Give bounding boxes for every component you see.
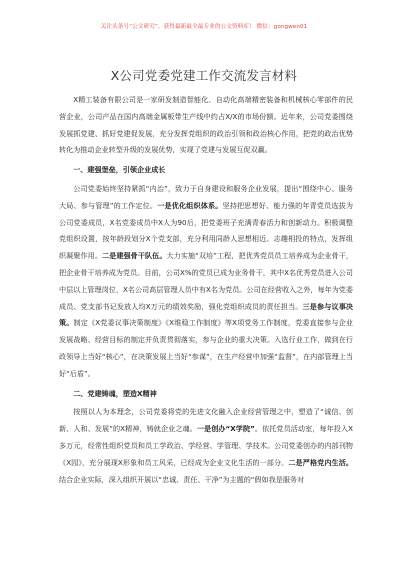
paragraph-text: 。依托党员活动室，每年投入X多万元，经常性组织党员和员工学政治、学经营、学管理、学技术。公司党委创办的内部刊物《X园》，充分展现X形象和员工风采，已经成为企业文化生活的一部分。 bbox=[59, 424, 354, 467]
promo-banner: 关注头条号“公文研究”，获得最新最全最专业的公文资料库！ 微信：gongwen01 bbox=[100, 24, 308, 30]
paragraph-text: 按照以人为本理念，公司党委将党的先进文化融入企业经营管理之中，塑造了“诚信、创新、人和、发展”的X精神，铸就企业之魂。 bbox=[59, 407, 353, 434]
paragraph-text: 大力实施“双培”工程，把优秀党员员工培养成为企业骨干，把企业骨干培养成为党员。目前，公司X%的党员已成为业务骨干，其中X名优秀党员进入公司中层以上管理岗位，X名公司高层管理人员中有X名为党员。公司在经营收入之外，每年为党委成员、党支部书记发放人均X万元的绩效奖励，强化党组织成员的责任担当。 bbox=[59, 251, 354, 311]
paragraph-text: 制定《X党委议事决策制度》《X维稳工作制度》等X项党务工作制度，党委直接参与企业发展战略、经营目标的制定并负责贯彻落实，参与企业的重大决策。入选行业工作，做到在行政领导上当好“核心”，在决策发展上当好“参谋”，在生产经营中加强“监督”，在内部管理上当好“后盾”。 bbox=[59, 318, 353, 378]
bold-point-3: 三是参与议事决策。 bbox=[59, 301, 354, 328]
bold-point-1: 一是创办“X学院” bbox=[196, 424, 255, 434]
section-heading-2: 二、党建铸魂，塑造X精神 bbox=[73, 388, 157, 398]
paragraph-text: 坚持把思想好、能力强的年青党员选拔为公司党委成员，X名党委成员中X人为90后，把党委班子充满青春活力和创新动力。积极调整党组织设置，按年龄段划分X个党支部，充分利用同龄人思想相近、志趣相投的特点，发挥组织凝聚作用。 bbox=[59, 200, 354, 261]
bold-point-2: 二是严格党内生活。 bbox=[288, 457, 353, 467]
section-1-paragraph bbox=[59, 181, 353, 383]
section-heading-1: 一、建强堡垒，引领企业成长 bbox=[73, 165, 166, 175]
bold-point-1: 一是优化组织体系。 bbox=[157, 200, 223, 210]
paragraph-text: 结合企业实际，深入组织开展以“忠诚、责任、干净”为主题的“假如我是服务对 bbox=[59, 474, 305, 484]
intro-paragraph: X精工装备有限公司是一家研发制造智能化、自动化高端精密装备和机械核心零部件的民营企业，公司产品在国内高端金属板带生产线中约占X/X的市场份额。近年来，公司党委围绕发展抓党建、抓好党建促发展，充分发挥党组织的政治引领和政治核心作用，把党的政治优势转化为推动企业转型升级的发展优势，实现了党建与发展互促双赢。 bbox=[59, 95, 353, 155]
paragraph-text: 公司党委始终坚持紧抓“内治”，致力于自身建设和服务企业发展，提出“围绕中心、服务大局、参与管理”的工作定位。 bbox=[59, 183, 353, 210]
document-body bbox=[59, 92, 353, 488]
bold-point-2: 二是建强骨干队伍。 bbox=[102, 251, 167, 261]
section-2-paragraph bbox=[59, 404, 353, 488]
document-title: X公司党委党建工作交流发言材料 bbox=[110, 68, 298, 83]
